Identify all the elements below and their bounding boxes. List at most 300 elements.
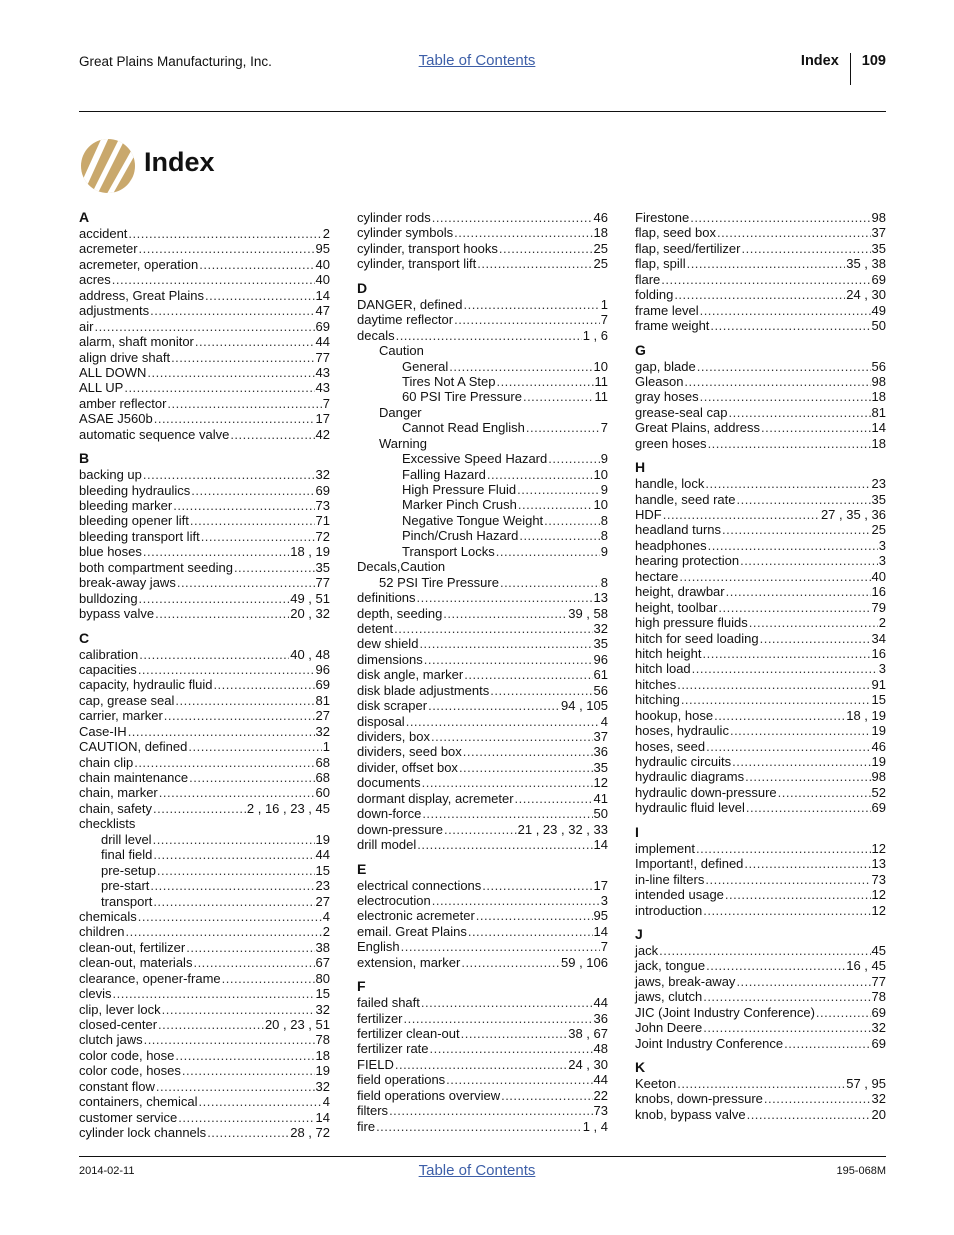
index-entry-page[interactable]: 23 bbox=[315, 878, 330, 894]
index-entry-page[interactable]: 12 bbox=[871, 902, 886, 918]
index-entry[interactable] bbox=[79, 483, 330, 498]
index-entry-page[interactable]: 35 bbox=[871, 240, 886, 256]
index-entry[interactable] bbox=[357, 1057, 608, 1072]
index-entry-page[interactable]: 14 bbox=[315, 1109, 330, 1125]
index-entry-page[interactable]: 2 bbox=[322, 924, 330, 940]
index-entry-page[interactable]: 19 bbox=[315, 1063, 330, 1079]
index-entry-page[interactable]: 16 bbox=[871, 645, 886, 661]
index-entry[interactable] bbox=[357, 667, 608, 682]
index-entry-page[interactable]: 15 bbox=[315, 862, 330, 878]
index-entry[interactable] bbox=[357, 939, 608, 954]
index-entry-page[interactable]: 67 bbox=[315, 955, 330, 971]
index-entry[interactable] bbox=[79, 1002, 330, 1017]
index-entry-page[interactable]: 25 bbox=[593, 240, 608, 256]
index-entry[interactable] bbox=[79, 1110, 330, 1125]
index-entry[interactable] bbox=[635, 436, 886, 451]
index-entry[interactable] bbox=[635, 1091, 886, 1106]
index-entry[interactable] bbox=[635, 318, 886, 333]
index-entry-page[interactable]: 23 bbox=[871, 476, 886, 492]
index-entry-page[interactable]: 36 bbox=[593, 744, 608, 760]
index-entry-page[interactable]: 34 bbox=[871, 630, 886, 646]
index-entry-page[interactable]: 2 bbox=[322, 226, 330, 241]
index-entry[interactable] bbox=[357, 256, 608, 271]
index-entry-page[interactable]: 68 bbox=[315, 754, 330, 770]
index-entry[interactable] bbox=[635, 739, 886, 754]
index-entry[interactable] bbox=[79, 350, 330, 365]
index-entry[interactable] bbox=[635, 872, 886, 887]
index-entry-page[interactable]: 42 bbox=[315, 426, 330, 442]
index-entry[interactable] bbox=[635, 887, 886, 902]
index-entry-page[interactable]: 3 bbox=[878, 553, 886, 569]
index-entry-page[interactable]: 1 bbox=[322, 739, 330, 755]
index-entry[interactable] bbox=[79, 427, 330, 442]
index-entry-page[interactable]: 18 , 19 bbox=[846, 707, 886, 723]
index-entry[interactable] bbox=[79, 708, 330, 723]
index-entry[interactable] bbox=[635, 1005, 886, 1020]
index-entry-page[interactable]: 46 bbox=[593, 210, 608, 225]
index-entry-page[interactable]: 24 , 30 bbox=[846, 287, 886, 303]
index-entry[interactable] bbox=[357, 822, 608, 837]
index-entry-page[interactable]: 96 bbox=[315, 661, 330, 677]
index-entry-page[interactable]: 32 bbox=[593, 620, 608, 636]
index-entry[interactable] bbox=[357, 359, 608, 374]
index-entry[interactable] bbox=[635, 1020, 886, 1035]
index-entry[interactable] bbox=[357, 420, 608, 435]
toc-link-header[interactable]: Table of Contents bbox=[418, 52, 536, 69]
index-entry[interactable] bbox=[635, 303, 886, 318]
index-entry-page[interactable]: 32 bbox=[871, 1091, 886, 1107]
index-entry-page[interactable]: 18 bbox=[871, 389, 886, 405]
index-entry[interactable] bbox=[635, 800, 886, 815]
index-entry-page[interactable]: 27 bbox=[315, 893, 330, 909]
index-entry[interactable] bbox=[357, 1072, 608, 1087]
index-entry-page[interactable]: 13 bbox=[871, 856, 886, 872]
index-entry[interactable] bbox=[635, 785, 886, 800]
index-entry-page[interactable]: 15 bbox=[315, 986, 330, 1002]
index-entry-page[interactable]: 2 , 16 , 23 , 45 bbox=[246, 800, 330, 816]
index-entry-page[interactable]: 15 bbox=[871, 692, 886, 708]
index-entry[interactable] bbox=[79, 380, 330, 395]
index-entry[interactable] bbox=[635, 677, 886, 692]
index-entry-page[interactable]: 20 bbox=[871, 1106, 886, 1122]
index-entry-page[interactable]: 39 , 58 bbox=[568, 605, 608, 621]
index-entry-page[interactable]: 77 bbox=[871, 973, 886, 989]
index-entry[interactable] bbox=[635, 708, 886, 723]
index-entry[interactable] bbox=[357, 312, 608, 327]
index-entry-page[interactable]: 8 bbox=[600, 528, 608, 544]
index-entry-page[interactable]: 78 bbox=[871, 989, 886, 1005]
index-entry-page[interactable]: 36 bbox=[593, 1010, 608, 1026]
index-entry[interactable] bbox=[79, 739, 330, 754]
index-entry-page[interactable]: 1 bbox=[600, 296, 608, 312]
index-entry-page[interactable]: 47 bbox=[315, 303, 330, 319]
index-entry[interactable] bbox=[79, 226, 330, 241]
index-entry-page[interactable]: 16 bbox=[871, 584, 886, 600]
index-entry-page[interactable]: 61 bbox=[593, 667, 608, 683]
index-entry[interactable] bbox=[635, 287, 886, 302]
index-entry-page[interactable]: 28 , 72 bbox=[290, 1125, 330, 1141]
index-entry[interactable] bbox=[357, 1103, 608, 1118]
index-entry[interactable] bbox=[79, 801, 330, 816]
index-entry[interactable] bbox=[357, 955, 608, 970]
index-entry[interactable] bbox=[357, 791, 608, 806]
index-entry[interactable] bbox=[79, 909, 330, 924]
index-entry-page[interactable]: 44 bbox=[593, 995, 608, 1011]
index-entry[interactable] bbox=[79, 560, 330, 575]
index-entry-page[interactable]: 32 bbox=[315, 1078, 330, 1094]
index-entry[interactable] bbox=[357, 729, 608, 744]
index-entry-page[interactable]: 8 bbox=[600, 512, 608, 528]
index-entry[interactable] bbox=[635, 569, 886, 584]
index-entry[interactable] bbox=[635, 374, 886, 389]
index-entry[interactable] bbox=[635, 476, 886, 491]
index-entry[interactable] bbox=[635, 661, 886, 676]
index-entry-page[interactable]: 56 bbox=[593, 682, 608, 698]
index-entry-page[interactable]: 69 bbox=[871, 271, 886, 287]
index-entry-page[interactable]: 38 bbox=[315, 939, 330, 955]
index-entry-page[interactable]: 43 bbox=[315, 364, 330, 380]
index-entry-page[interactable]: 1 , 6 bbox=[582, 327, 608, 343]
index-entry-page[interactable]: 71 bbox=[315, 513, 330, 529]
index-entry-page[interactable]: 95 bbox=[593, 908, 608, 924]
index-entry[interactable] bbox=[635, 754, 886, 769]
index-entry[interactable] bbox=[79, 529, 330, 544]
index-entry-page[interactable]: 4 bbox=[322, 1094, 330, 1110]
index-entry-page[interactable]: 21 , 23 , 32 , 33 bbox=[517, 821, 608, 837]
index-entry-page[interactable]: 44 bbox=[315, 334, 330, 350]
index-entry-page[interactable]: 14 bbox=[871, 420, 886, 436]
index-entry[interactable] bbox=[357, 606, 608, 621]
index-entry[interactable] bbox=[79, 606, 330, 621]
index-entry[interactable] bbox=[635, 522, 886, 537]
index-entry-page[interactable]: 69 bbox=[871, 1035, 886, 1051]
index-entry[interactable] bbox=[357, 513, 608, 528]
index-entry[interactable] bbox=[357, 744, 608, 759]
index-entry-page[interactable]: 43 bbox=[315, 380, 330, 396]
index-entry-page[interactable]: 12 bbox=[593, 775, 608, 791]
index-entry[interactable] bbox=[79, 1079, 330, 1094]
index-entry-page[interactable]: 20 , 23 , 51 bbox=[264, 1017, 330, 1032]
index-entry[interactable] bbox=[357, 908, 608, 923]
index-entry-page[interactable]: 59 , 106 bbox=[561, 954, 608, 970]
index-entry[interactable] bbox=[357, 1026, 608, 1041]
index-entry[interactable] bbox=[79, 924, 330, 939]
toc-link-footer[interactable]: Table of Contents bbox=[418, 1162, 536, 1179]
index-entry[interactable] bbox=[357, 621, 608, 636]
index-entry-page[interactable]: 98 bbox=[871, 373, 886, 389]
index-entry-page[interactable]: 38 , 67 bbox=[568, 1026, 608, 1041]
index-entry[interactable] bbox=[357, 698, 608, 713]
index-entry[interactable] bbox=[79, 544, 330, 559]
index-entry-page[interactable]: 41 bbox=[593, 790, 608, 806]
index-entry-page[interactable]: 35 bbox=[315, 559, 330, 575]
index-entry[interactable] bbox=[79, 847, 330, 862]
index-entry-page[interactable]: 7 bbox=[600, 420, 608, 436]
index-entry-page[interactable]: 27 bbox=[315, 708, 330, 724]
index-entry-page[interactable]: 40 bbox=[871, 568, 886, 584]
index-entry-page[interactable]: 32 bbox=[315, 467, 330, 483]
index-entry-page[interactable]: 4 bbox=[322, 908, 330, 924]
index-entry-page[interactable]: 96 bbox=[593, 651, 608, 667]
index-entry-page[interactable]: 18 , 19 bbox=[290, 544, 330, 560]
index-entry[interactable] bbox=[79, 785, 330, 800]
index-entry[interactable] bbox=[357, 497, 608, 512]
index-entry[interactable] bbox=[79, 272, 330, 287]
index-entry[interactable] bbox=[635, 856, 886, 871]
index-entry[interactable] bbox=[79, 319, 330, 334]
index-entry[interactable] bbox=[635, 210, 886, 225]
index-entry[interactable] bbox=[635, 769, 886, 784]
index-entry[interactable] bbox=[79, 693, 330, 708]
index-entry-page[interactable]: 69 bbox=[315, 482, 330, 498]
index-entry[interactable] bbox=[635, 1107, 886, 1122]
index-entry[interactable] bbox=[79, 1063, 330, 1078]
index-entry[interactable] bbox=[635, 256, 886, 271]
index-entry[interactable] bbox=[357, 652, 608, 667]
index-entry[interactable] bbox=[79, 241, 330, 256]
index-entry-page[interactable]: 40 bbox=[315, 272, 330, 288]
index-entry-page[interactable]: 22 bbox=[593, 1087, 608, 1103]
index-entry[interactable] bbox=[79, 288, 330, 303]
index-entry[interactable] bbox=[635, 225, 886, 240]
index-entry-page[interactable]: 94 , 105 bbox=[561, 698, 608, 714]
index-entry[interactable] bbox=[635, 241, 886, 256]
index-entry[interactable] bbox=[635, 646, 886, 661]
index-entry-page[interactable]: 17 bbox=[315, 411, 330, 427]
index-entry[interactable] bbox=[357, 683, 608, 698]
index-entry-page[interactable]: 19 bbox=[315, 831, 330, 847]
index-entry[interactable] bbox=[357, 590, 608, 605]
index-entry[interactable] bbox=[79, 365, 330, 380]
index-entry[interactable] bbox=[79, 411, 330, 426]
index-entry-page[interactable]: 14 bbox=[593, 837, 608, 853]
index-entry-page[interactable]: 32 bbox=[871, 1020, 886, 1036]
index-entry[interactable] bbox=[357, 995, 608, 1010]
index-entry-page[interactable]: 7 bbox=[322, 395, 330, 411]
index-entry-page[interactable]: 44 bbox=[315, 847, 330, 863]
index-entry-page[interactable]: 60 bbox=[315, 785, 330, 801]
index-entry[interactable] bbox=[357, 241, 608, 256]
index-entry-page[interactable]: 98 bbox=[871, 769, 886, 785]
index-entry[interactable] bbox=[79, 1032, 330, 1047]
index-entry-page[interactable]: 69 bbox=[871, 1004, 886, 1020]
index-entry[interactable] bbox=[79, 755, 330, 770]
index-entry[interactable] bbox=[635, 600, 886, 615]
index-entry-page[interactable]: 77 bbox=[315, 349, 330, 365]
index-entry[interactable] bbox=[357, 451, 608, 466]
index-entry-page[interactable]: 8 bbox=[600, 574, 608, 590]
index-entry[interactable] bbox=[635, 420, 886, 435]
index-entry[interactable] bbox=[357, 1119, 608, 1134]
index-entry[interactable] bbox=[79, 1094, 330, 1109]
index-entry[interactable] bbox=[79, 498, 330, 513]
index-entry[interactable] bbox=[79, 1017, 330, 1032]
index-entry-page[interactable]: 81 bbox=[315, 692, 330, 708]
index-entry-page[interactable]: 49 , 51 bbox=[290, 590, 330, 606]
index-entry-page[interactable]: 69 bbox=[315, 318, 330, 334]
index-entry-page[interactable]: 49 bbox=[871, 302, 886, 318]
index-entry[interactable] bbox=[79, 940, 330, 955]
index-entry[interactable] bbox=[635, 989, 886, 1004]
index-entry-page[interactable]: 35 bbox=[871, 491, 886, 507]
index-entry-page[interactable]: 40 bbox=[315, 256, 330, 272]
index-entry-page[interactable]: 37 bbox=[593, 729, 608, 744]
index-entry[interactable] bbox=[635, 359, 886, 374]
index-entry-page[interactable]: 52 bbox=[871, 784, 886, 800]
index-entry-page[interactable]: 35 bbox=[593, 636, 608, 652]
index-entry[interactable] bbox=[357, 328, 608, 343]
index-entry[interactable] bbox=[357, 760, 608, 775]
index-entry[interactable] bbox=[357, 1088, 608, 1103]
index-entry-page[interactable]: 10 bbox=[593, 358, 608, 374]
index-entry-page[interactable]: 45 bbox=[871, 942, 886, 958]
index-entry-page[interactable]: 18 bbox=[315, 1047, 330, 1063]
index-entry[interactable] bbox=[635, 1036, 886, 1051]
index-entry[interactable] bbox=[635, 405, 886, 420]
index-entry[interactable] bbox=[357, 1041, 608, 1056]
index-entry[interactable] bbox=[635, 903, 886, 918]
index-entry-page[interactable]: 10 bbox=[593, 497, 608, 513]
index-entry-page[interactable]: 46 bbox=[871, 738, 886, 754]
index-entry-page[interactable]: 19 bbox=[871, 754, 886, 769]
index-entry[interactable] bbox=[79, 863, 330, 878]
index-entry[interactable] bbox=[79, 467, 330, 482]
index-entry-page[interactable]: 4 bbox=[600, 713, 608, 729]
index-entry-page[interactable]: 9 bbox=[600, 451, 608, 467]
index-entry[interactable] bbox=[357, 837, 608, 852]
index-entry[interactable] bbox=[357, 482, 608, 497]
index-entry[interactable] bbox=[357, 878, 608, 893]
index-entry[interactable] bbox=[635, 723, 886, 738]
index-entry[interactable] bbox=[79, 303, 330, 318]
index-entry[interactable] bbox=[357, 806, 608, 821]
index-entry[interactable] bbox=[635, 389, 886, 404]
index-entry-page[interactable]: 10 bbox=[593, 466, 608, 482]
index-entry-page[interactable]: 9 bbox=[600, 482, 608, 497]
index-entry-page[interactable]: 69 bbox=[315, 677, 330, 693]
index-entry-page[interactable]: 19 bbox=[871, 723, 886, 739]
index-entry[interactable] bbox=[357, 544, 608, 559]
index-entry[interactable] bbox=[357, 225, 608, 240]
index-entry[interactable] bbox=[79, 986, 330, 1001]
index-entry[interactable] bbox=[635, 974, 886, 989]
index-entry[interactable] bbox=[635, 584, 886, 599]
index-entry-page[interactable]: 32 bbox=[315, 723, 330, 739]
index-entry[interactable] bbox=[357, 1011, 608, 1026]
index-entry-page[interactable]: 79 bbox=[871, 599, 886, 615]
index-entry[interactable] bbox=[79, 647, 330, 662]
index-entry-page[interactable]: 25 bbox=[871, 522, 886, 538]
index-entry[interactable] bbox=[635, 692, 886, 707]
index-entry-page[interactable]: 25 bbox=[593, 256, 608, 272]
index-entry[interactable] bbox=[635, 507, 886, 522]
index-entry[interactable] bbox=[79, 770, 330, 785]
index-entry[interactable] bbox=[79, 878, 330, 893]
index-entry-page[interactable]: 80 bbox=[315, 970, 330, 986]
index-entry-page[interactable]: 69 bbox=[871, 800, 886, 816]
index-entry[interactable] bbox=[635, 492, 886, 507]
index-entry-page[interactable]: 18 bbox=[593, 225, 608, 241]
index-entry[interactable] bbox=[357, 389, 608, 404]
index-entry-page[interactable]: 3 bbox=[600, 892, 608, 908]
index-entry[interactable] bbox=[357, 575, 608, 590]
index-entry-page[interactable]: 27 , 35 , 36 bbox=[820, 507, 886, 522]
index-entry-page[interactable]: 73 bbox=[871, 871, 886, 887]
index-entry[interactable] bbox=[79, 1048, 330, 1063]
index-entry-page[interactable]: 98 bbox=[871, 210, 886, 225]
index-entry-page[interactable]: 73 bbox=[593, 1103, 608, 1119]
index-entry[interactable] bbox=[357, 636, 608, 651]
index-entry-page[interactable]: 14 bbox=[593, 923, 608, 939]
index-entry-page[interactable]: 81 bbox=[871, 404, 886, 420]
index-entry[interactable] bbox=[357, 924, 608, 939]
index-entry[interactable] bbox=[635, 631, 886, 646]
index-entry-page[interactable]: 91 bbox=[871, 676, 886, 692]
index-entry[interactable] bbox=[357, 528, 608, 543]
index-entry-page[interactable]: 32 bbox=[315, 1001, 330, 1017]
index-entry[interactable] bbox=[79, 513, 330, 528]
index-entry[interactable] bbox=[79, 396, 330, 411]
index-entry[interactable] bbox=[635, 1076, 886, 1091]
index-entry-page[interactable]: 57 , 95 bbox=[846, 1076, 886, 1091]
index-entry[interactable] bbox=[79, 575, 330, 590]
index-entry[interactable] bbox=[79, 832, 330, 847]
index-entry[interactable] bbox=[79, 677, 330, 692]
index-entry[interactable] bbox=[357, 893, 608, 908]
index-entry[interactable] bbox=[635, 943, 886, 958]
index-entry-page[interactable]: 12 bbox=[871, 887, 886, 903]
index-entry-page[interactable]: 35 , 38 bbox=[846, 256, 886, 272]
index-entry-page[interactable]: 9 bbox=[600, 543, 608, 559]
index-entry[interactable] bbox=[357, 775, 608, 790]
index-entry-page[interactable]: 73 bbox=[315, 498, 330, 513]
index-entry[interactable] bbox=[79, 662, 330, 677]
index-entry-page[interactable]: 2 bbox=[878, 615, 886, 631]
index-entry-page[interactable]: 77 bbox=[315, 575, 330, 591]
index-entry-page[interactable]: 11 bbox=[594, 389, 608, 405]
index-entry[interactable] bbox=[79, 257, 330, 272]
index-entry-page[interactable]: 11 bbox=[594, 373, 608, 389]
index-entry-page[interactable]: 44 bbox=[593, 1072, 608, 1088]
index-entry-page[interactable]: 37 bbox=[871, 225, 886, 241]
index-entry[interactable] bbox=[79, 724, 330, 739]
index-entry-page[interactable]: 50 bbox=[593, 806, 608, 822]
index-entry[interactable] bbox=[357, 374, 608, 389]
index-entry[interactable] bbox=[635, 272, 886, 287]
index-entry-page[interactable]: 20 , 32 bbox=[290, 606, 330, 622]
index-entry-page[interactable]: 1 , 4 bbox=[582, 1118, 608, 1134]
index-entry-page[interactable]: 72 bbox=[315, 528, 330, 544]
index-entry-page[interactable]: 35 bbox=[593, 759, 608, 775]
index-entry-page[interactable]: 40 , 48 bbox=[290, 646, 330, 662]
index-entry[interactable] bbox=[79, 334, 330, 349]
index-entry-page[interactable]: 17 bbox=[593, 877, 608, 893]
index-entry-page[interactable]: 68 bbox=[315, 770, 330, 785]
index-entry[interactable] bbox=[79, 955, 330, 970]
index-entry-page[interactable]: 7 bbox=[600, 939, 608, 955]
index-entry-page[interactable]: 78 bbox=[315, 1032, 330, 1048]
index-entry[interactable] bbox=[357, 210, 608, 225]
index-entry-page[interactable]: 95 bbox=[315, 241, 330, 257]
index-entry[interactable] bbox=[79, 971, 330, 986]
index-entry-page[interactable]: 3 bbox=[878, 661, 886, 677]
index-entry-page[interactable]: 12 bbox=[871, 840, 886, 856]
index-entry-page[interactable]: 48 bbox=[593, 1041, 608, 1057]
index-entry-page[interactable]: 3 bbox=[878, 537, 886, 553]
index-entry-page[interactable]: 13 bbox=[593, 590, 608, 606]
index-entry[interactable] bbox=[79, 1125, 330, 1140]
index-entry[interactable] bbox=[79, 894, 330, 909]
